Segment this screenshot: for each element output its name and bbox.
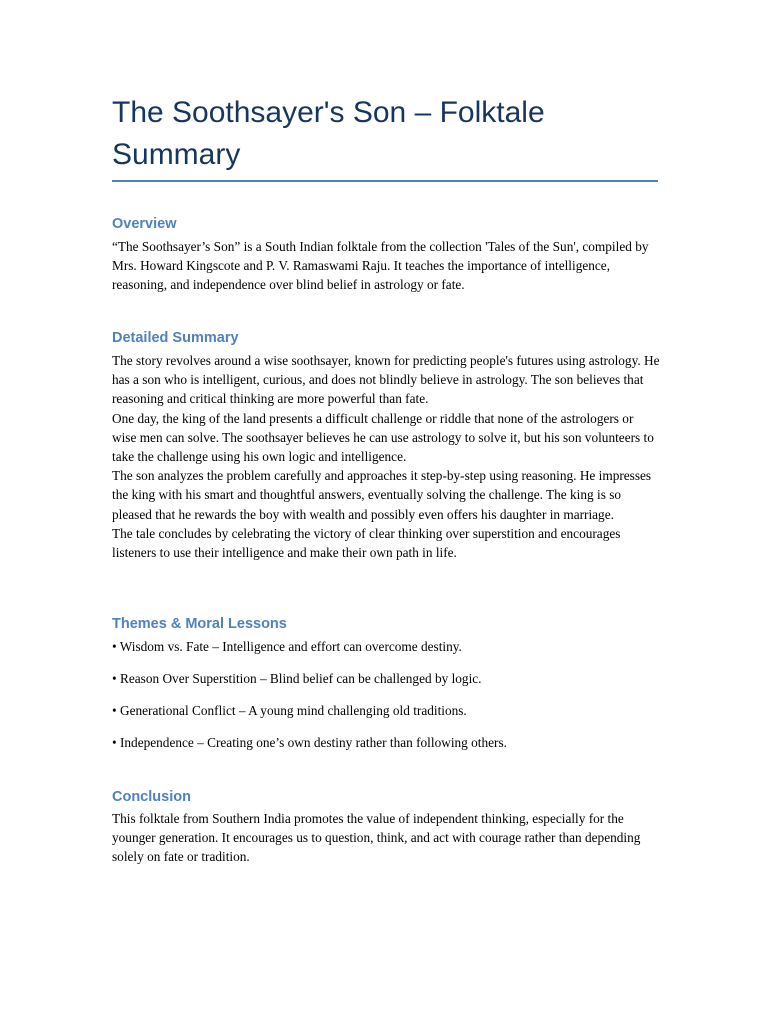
conclusion-paragraph	[112, 809, 660, 867]
summary-paragraph: One day, the king of the land presents a difficult challenge or riddle that none of the astrologers or wise men can solve. The soothsayer believes he can use astrology to solve it, but his son volunteers to take the challenge using his own logic and intelligence.	[112, 410, 654, 465]
detailed-summary-section	[112, 351, 660, 562]
summary-paragraph: The tale concludes by celebrating the victory of clear thinking over superstition and encourages listeners to use their intelligence and make their own path in life.	[112, 525, 621, 561]
themes-heading: Themes & Moral Lessons	[112, 616, 287, 632]
conclusion-text: This folktale from Southern India promotes the value of independent thinking, especially for the younger generation. It encourages us to question, think, and act with courage rather than depending solely on fate or tradition.	[112, 811, 641, 865]
theme-list-item: • Reason Over Superstition – Blind belief can be challenged by logic.	[112, 671, 482, 686]
summary-paragraph: The story revolves around a wise soothsayer, known for predicting people's futures using astrology. He has a son who is intelligent, curious, and does not blindly believe in astrology. The son believes that reasoning and critical thinking are more powerful than fate.	[112, 353, 660, 407]
document-title: The Soothsayer's Son – Folktale Summary	[112, 96, 545, 171]
theme-list-item: • Wisdom vs. Fate – Intelligence and effort can overcome destiny.	[112, 639, 462, 654]
overview-heading: Overview	[112, 216, 177, 232]
theme-list-item: • Independence – Creating one’s own destiny rather than following others.	[112, 735, 507, 750]
overview-paragraph	[112, 237, 660, 295]
overview-text: “The Soothsayer’s Son” is a South Indian folktale from the collection 'Tales of the Sun', compiled by Mrs. Howard Kingscote and P. V. Ramaswami Raju. It teaches the importance of intelligence, reasoning, and independence over blind belief in astrology or fate.	[112, 239, 649, 293]
conclusion-heading: Conclusion	[112, 789, 191, 805]
detailed-summary-heading: Detailed Summary	[112, 330, 239, 346]
title-underline-divider	[112, 180, 658, 182]
theme-list-item: • Generational Conflict – A young mind challenging old traditions.	[112, 703, 467, 718]
summary-paragraph: The son analyzes the problem carefully and approaches it step-by-step using reasoning. He impresses the king with his smart and thoughtful answers, eventually solving the challenge. The king is so pleased that he rewards the boy with wealth and possibly even offers his daughter in marriage.	[112, 468, 652, 522]
